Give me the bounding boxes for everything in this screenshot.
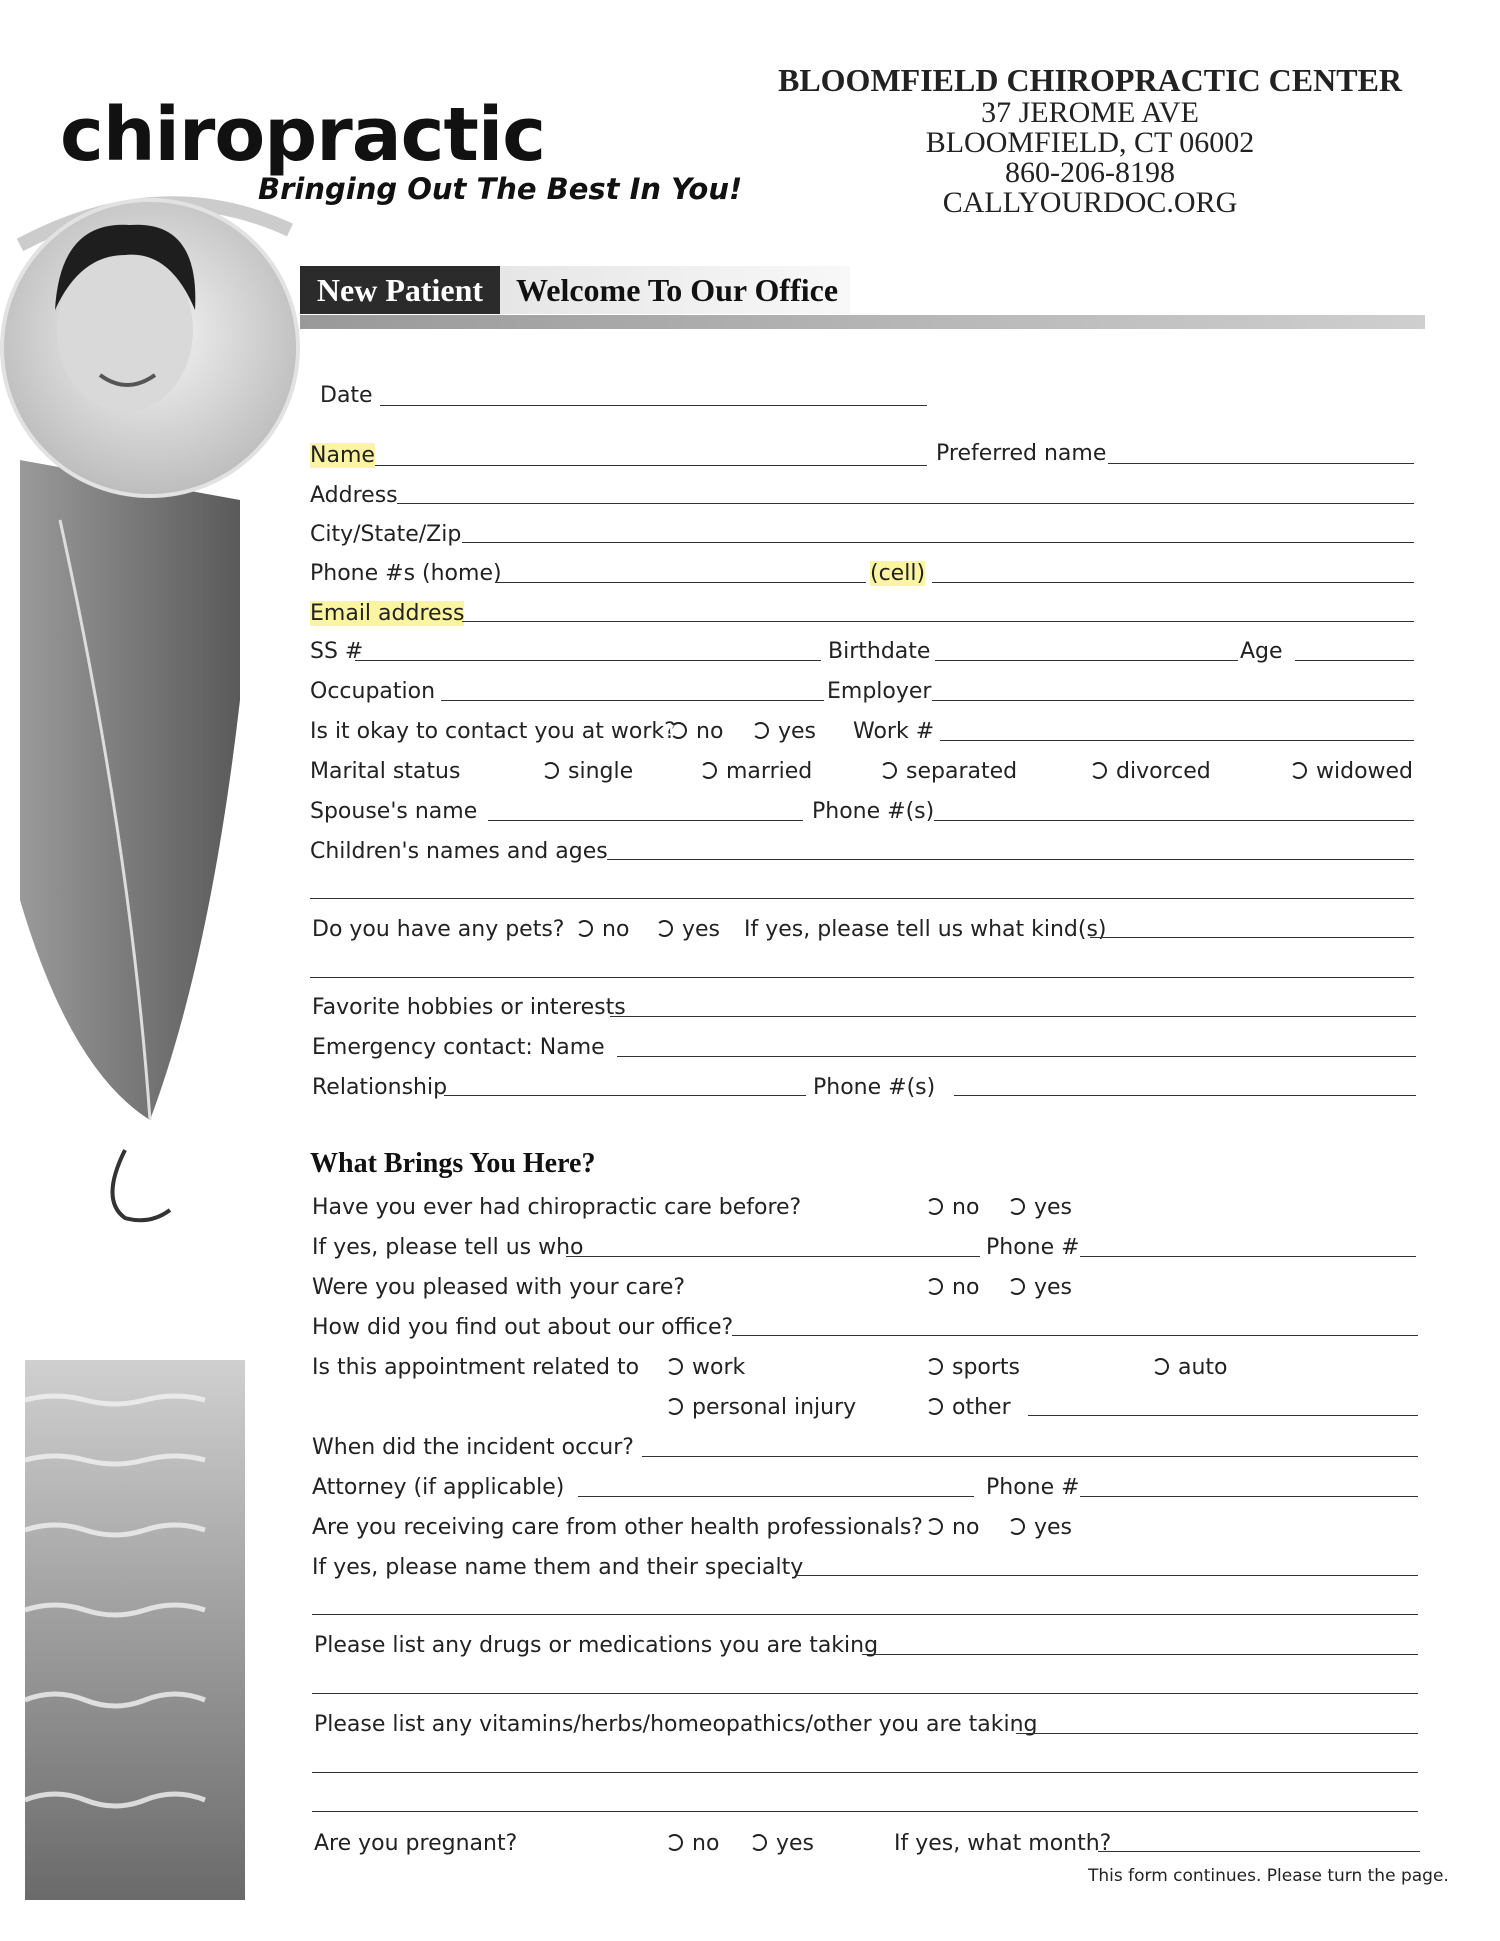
attorney-label: Attorney (if applicable) [312, 1475, 565, 1500]
radio-icon [700, 762, 717, 779]
emergency-phone-label: Phone #(s) [813, 1075, 936, 1100]
incident-date-field[interactable] [642, 1456, 1418, 1457]
work-number-label: Work # [853, 719, 935, 744]
hobbies-label: Favorite hobbies or interests [312, 995, 626, 1020]
radio-icon [656, 920, 673, 937]
pregnant-month-label: If yes, what month? [894, 1831, 1112, 1856]
children-field[interactable] [607, 859, 1414, 860]
prior-care-label: Have you ever had chiropractic care before? [312, 1195, 802, 1220]
emergency-contact-label: Emergency contact: Name [312, 1035, 605, 1060]
practice-website: CALLYOURDOC.ORG [942, 186, 1238, 219]
cell-field[interactable] [932, 582, 1414, 583]
radio-icon [926, 1198, 943, 1215]
option-label: auto [1178, 1355, 1228, 1380]
radio-icon [666, 1398, 683, 1415]
emergency-phone-field[interactable] [954, 1095, 1416, 1096]
related-other-field[interactable] [1028, 1415, 1418, 1416]
name-label: Name [310, 443, 375, 468]
option-label: yes [1034, 1275, 1073, 1300]
attorney-phone-label: Phone # [986, 1475, 1080, 1500]
radio-icon [1290, 762, 1307, 779]
radio-icon [926, 1278, 943, 1295]
pets-kind-field-line-2[interactable] [310, 977, 1414, 978]
email-field[interactable] [462, 621, 1414, 622]
option-label: yes [778, 719, 817, 744]
radio-icon [750, 1834, 767, 1851]
water-reflection [25, 1360, 245, 1900]
radio-icon [1152, 1358, 1169, 1375]
section-heading: What Brings You Here? [310, 1148, 596, 1179]
radio-icon [666, 1358, 683, 1375]
address-label: Address [310, 483, 398, 508]
marital-status-label: Marital status [310, 759, 461, 784]
option-label: widowed [1316, 759, 1414, 784]
pleased-yes[interactable] [1008, 1276, 1072, 1300]
cell-label: (cell) [870, 561, 926, 586]
practice-city: BLOOMFIELD, CT 06002 [925, 126, 1255, 159]
occupation-label: Occupation [310, 679, 436, 704]
specialty-field-line-2[interactable] [312, 1614, 1418, 1615]
option-label: no [692, 1831, 720, 1856]
spouse-phone-label: Phone #(s) [812, 799, 935, 824]
drugs-label: Please list any drugs or medications you are taking [314, 1633, 879, 1658]
option-label: sports [952, 1355, 1021, 1380]
contact-work-label: Is it okay to contact you at work? [310, 719, 676, 744]
spouse-phone-field[interactable] [934, 820, 1414, 821]
related-other[interactable] [926, 1396, 1011, 1420]
appointment-related-label: Is this appointment related to [312, 1355, 640, 1380]
city-state-zip-label: City/State/Zip [310, 522, 462, 547]
other-professionals-label: Are you receiving care from other health professionals? [312, 1515, 923, 1540]
option-label: no [696, 719, 724, 744]
marital-single[interactable] [542, 760, 633, 784]
option-label: other [952, 1395, 1011, 1420]
radio-icon [926, 1518, 943, 1535]
other-professionals-no[interactable] [926, 1516, 979, 1540]
pleased-no[interactable] [926, 1276, 979, 1300]
birthdate-field[interactable] [935, 660, 1238, 661]
pregnant-yes[interactable] [750, 1832, 814, 1856]
practice-phone: 860-206-8198 [1005, 156, 1175, 189]
children-label: Children's names and ages [310, 839, 608, 864]
attorney-phone-field[interactable] [1080, 1496, 1418, 1497]
spouse-name-field[interactable] [488, 820, 803, 821]
specialty-field[interactable] [796, 1575, 1418, 1576]
practice-name: BLOOMFIELD CHIROPRACTIC CENTER [777, 62, 1403, 98]
specialty-label: If yes, please name them and their specialty [312, 1555, 804, 1580]
pregnant-month-field[interactable] [1098, 1851, 1420, 1852]
radio-icon [880, 762, 897, 779]
option-label: no [952, 1515, 980, 1540]
radio-icon [1008, 1198, 1025, 1215]
vitamins-label: Please list any vitamins/herbs/homeopathics/other you are taking [314, 1712, 1038, 1737]
incident-date-label: When did the incident occur? [312, 1435, 634, 1460]
hobbies-field[interactable] [610, 1016, 1416, 1017]
date-label: Date [320, 383, 373, 408]
relationship-label: Relationship [312, 1075, 448, 1100]
radio-icon [1008, 1518, 1025, 1535]
relationship-field[interactable] [444, 1095, 806, 1096]
pets-kind-field[interactable] [1090, 937, 1414, 938]
city-state-zip-field[interactable] [462, 542, 1414, 543]
footer-note: This form continues. Please turn the page. [1088, 1866, 1449, 1886]
banner-new-patient: New Patient [300, 266, 500, 314]
option-label: yes [1034, 1195, 1073, 1220]
banner-rule [300, 315, 1425, 329]
vitamins-field[interactable] [1016, 1733, 1418, 1734]
email-label: Email address [310, 601, 465, 626]
logo-wordmark: chiropractic [60, 92, 546, 178]
date-field[interactable] [380, 405, 927, 406]
find-out-field[interactable] [732, 1335, 1418, 1336]
option-label: personal injury [692, 1395, 857, 1420]
related-work[interactable] [666, 1356, 745, 1380]
work-number-field[interactable] [940, 740, 1414, 741]
radio-icon [666, 1834, 683, 1851]
pets-kind-label: If yes, please tell us what kind(s) [744, 917, 1107, 942]
prior-care-who-field[interactable] [566, 1256, 980, 1257]
drugs-field[interactable] [862, 1654, 1418, 1655]
birthdate-label: Birthdate [828, 639, 931, 664]
occupation-field[interactable] [441, 700, 824, 701]
option-label: no [952, 1195, 980, 1220]
related-auto[interactable] [1152, 1356, 1228, 1380]
prior-care-phone-label: Phone # [986, 1235, 1080, 1260]
related-personal-injury[interactable] [666, 1396, 856, 1420]
logo-tagline: Bringing Out The Best In You! [258, 172, 743, 206]
contact-work-no[interactable] [670, 720, 723, 744]
option-label: separated [906, 759, 1018, 784]
radio-icon [576, 920, 593, 937]
ss-label: SS # [310, 639, 364, 664]
option-label: yes [776, 1831, 815, 1856]
pets-yes[interactable] [656, 918, 720, 942]
radio-icon [542, 762, 559, 779]
pets-label: Do you have any pets? [312, 917, 565, 942]
marital-separated[interactable] [880, 760, 1017, 784]
spouse-name-label: Spouse's name [310, 799, 478, 824]
banner-welcome: Welcome To Our Office [500, 266, 850, 314]
employer-field[interactable] [932, 700, 1414, 701]
prior-care-yes[interactable] [1008, 1196, 1072, 1220]
pets-no[interactable] [576, 918, 629, 942]
pregnant-no[interactable] [666, 1832, 719, 1856]
prior-care-no[interactable] [926, 1196, 979, 1220]
age-label: Age [1240, 639, 1283, 664]
prior-care-phone-field[interactable] [1080, 1256, 1416, 1257]
marital-divorced[interactable] [1090, 760, 1211, 784]
radio-icon [1090, 762, 1107, 779]
contact-work-yes[interactable] [752, 720, 816, 744]
drugs-field-line-2[interactable] [312, 1693, 1418, 1694]
ss-field[interactable] [355, 660, 821, 661]
emergency-contact-field[interactable] [617, 1056, 1416, 1057]
decorative-artwork [0, 140, 320, 1900]
marital-married[interactable] [700, 760, 812, 784]
attorney-field[interactable] [578, 1496, 974, 1497]
vitamins-field-line-3[interactable] [312, 1811, 1418, 1812]
phone-home-field[interactable] [496, 582, 866, 583]
option-label: yes [682, 917, 721, 942]
option-label: no [602, 917, 630, 942]
preferred-name-label: Preferred name [936, 441, 1107, 466]
radio-icon [752, 722, 769, 739]
option-label: married [726, 759, 813, 784]
marital-widowed[interactable] [1290, 760, 1413, 784]
water-drop [113, 1150, 171, 1220]
pregnant-label: Are you pregnant? [314, 1831, 518, 1856]
option-label: divorced [1116, 759, 1211, 784]
phone-home-label: Phone #s (home) [310, 561, 502, 586]
practice-street: 37 JEROME AVE [981, 96, 1199, 129]
radio-icon [926, 1398, 943, 1415]
address-field[interactable] [397, 503, 1414, 504]
related-sports[interactable] [926, 1356, 1020, 1380]
option-label: single [568, 759, 634, 784]
age-field[interactable] [1295, 660, 1414, 661]
radio-icon [670, 722, 687, 739]
prior-care-who-label: If yes, please tell us who [312, 1235, 584, 1260]
vitamins-field-line-2[interactable] [312, 1772, 1418, 1773]
children-field-line-2[interactable] [310, 898, 1414, 899]
pleased-label: Were you pleased with your care? [312, 1275, 686, 1300]
option-label: work [692, 1355, 746, 1380]
radio-icon [926, 1358, 943, 1375]
leaf-shape [20, 460, 240, 1120]
option-label: yes [1034, 1515, 1073, 1540]
radio-icon [1008, 1278, 1025, 1295]
practice-header [760, 62, 1420, 218]
preferred-name-field[interactable] [1108, 463, 1414, 464]
find-out-label: How did you find out about our office? [312, 1315, 734, 1340]
option-label: no [952, 1275, 980, 1300]
name-field[interactable] [375, 465, 927, 466]
other-professionals-yes[interactable] [1008, 1516, 1072, 1540]
employer-label: Employer [827, 679, 932, 704]
